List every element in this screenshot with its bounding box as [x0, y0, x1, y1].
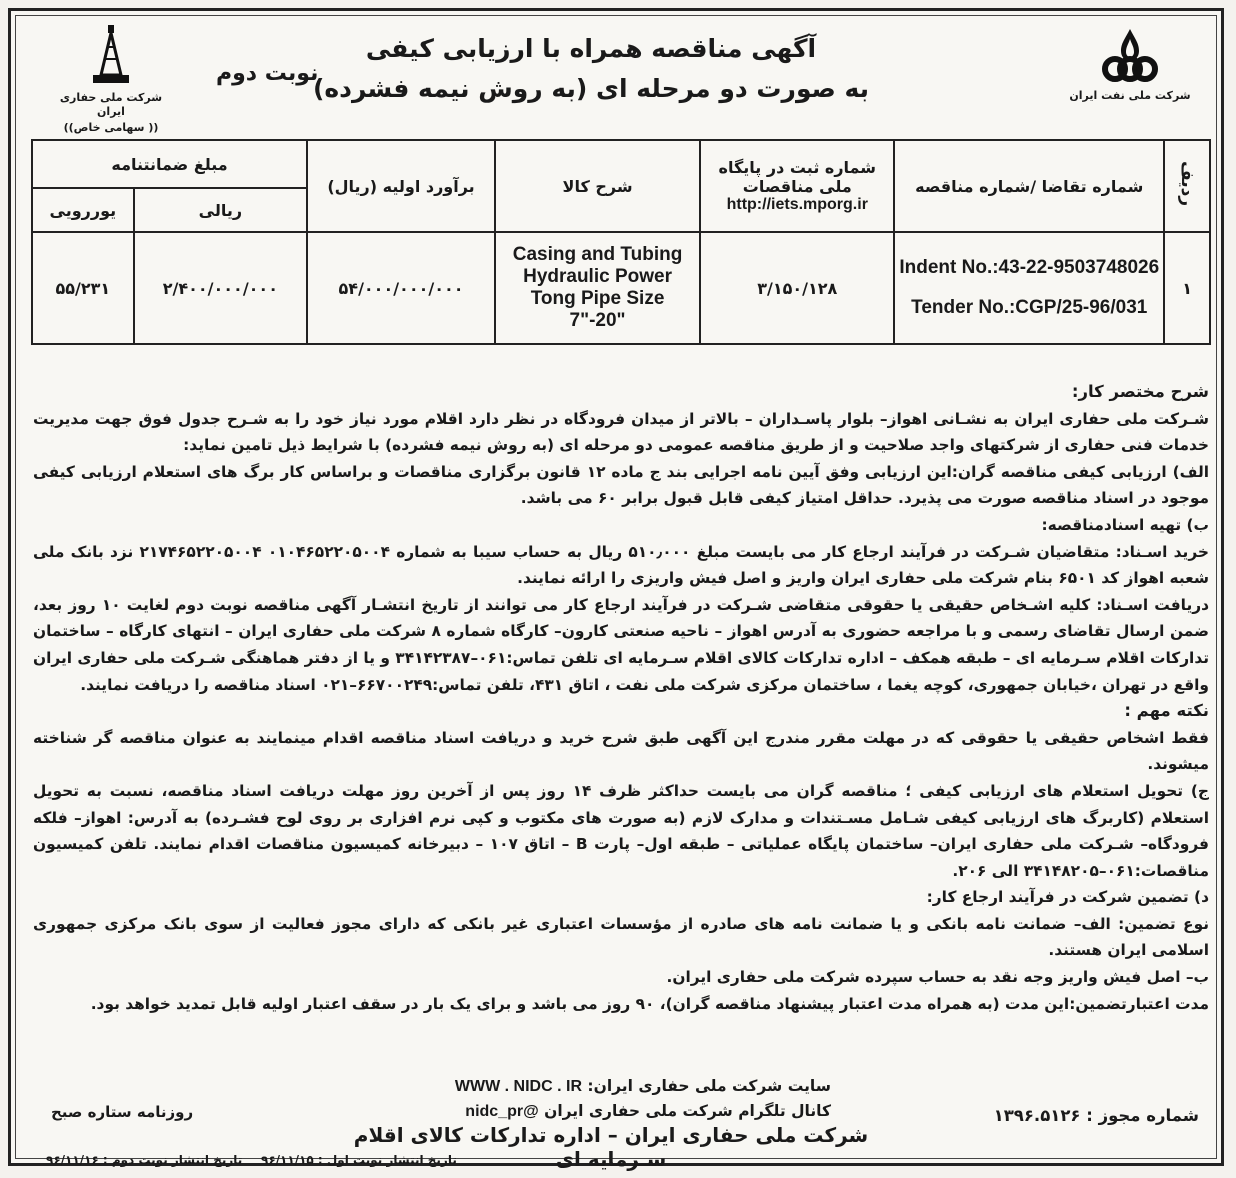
- drilling-rig-icon: [81, 23, 141, 85]
- nidc-caption-1: شرکت ملی حفاری ایران: [59, 91, 163, 118]
- note-title: نکته مهم :: [1124, 701, 1209, 721]
- cell-guarantee-euro: ۵۵/۲۳۱: [32, 232, 134, 344]
- title-line-2: به صورت دو مرحله ای (به روش نیمه فشرده): [312, 74, 870, 103]
- note-paragraph: فقط اشخاص حقیقی یا حقوقی که در مهلت مقرر مندرج این آگهی طبق شرح خرید و دریافت اسناد مناقصه اقدام مینمایند به عنوان مناقصه گر شناخته میشوند.: [33, 728, 1209, 774]
- cell-registry: ۳/۱۵۰/۱۲۸: [700, 232, 894, 344]
- col-registry-header: [700, 140, 894, 232]
- section-dal: د) تضمین شرکت در فرآیند ارجاع کار:: [926, 888, 1209, 907]
- website-label: سایت شرکت ملی حفاری ایران:: [587, 1077, 831, 1095]
- notice-footer: [11, 1071, 1227, 1169]
- round-label: نوبت دوم: [216, 61, 319, 86]
- summary-paragraph: شـرکت ملی حفاری ایران به نشـانی اهواز– بلوار پاسـداران – بالاتر از میدان فرودگاه در نظر دارد اقلام مورد نیاز خود را به شـرح جدول فوق جهت مدیریت خدمات فنی حفاری از شرکتهای واجد صلاحیت و از طریق مناقصه عمومی دو مرحله ای (به روش نیمه فشرده) با شرایط ذیل تامین نماید:: [33, 409, 1209, 455]
- col-indent-header: شماره تقاضا /شماره مناقصه: [894, 140, 1164, 232]
- first-publish-date: تاریخ انتشار نوبت اول : ۹۶/۱۱/۱۵: [261, 1153, 457, 1167]
- second-publish-date: تاریخ انتشار نوبت دوم : ۹۶/۱۱/۱۶: [46, 1153, 243, 1167]
- permit-number: شماره مجوز : ۱۳۹۶.۵۱۲۶: [993, 1106, 1199, 1125]
- issuing-department: شرکت ملی حفاری ایران – اداره تدارکات کالای اقلام سـرمایه ای: [353, 1123, 869, 1171]
- notice-header: [11, 11, 1227, 141]
- website-link[interactable]: WWW . NIDC . IR: [454, 1078, 582, 1095]
- col-estimate-header: برآورد اولیه (ریال): [307, 140, 495, 232]
- telegram-label: کانال تلگرام شرکت ملی حفاری ایران: [544, 1102, 831, 1120]
- registry-header-line-1: شماره ثبت در پایگاه: [718, 158, 877, 177]
- guarantee-b: ب– اصل فیش واریز وجه نقد به حساب سپرده شرکت ملی حفاری ایران.: [666, 968, 1209, 987]
- tender-table: [31, 139, 1211, 345]
- contact-info: [451, 1074, 831, 1124]
- cell-description: [495, 232, 700, 344]
- cell-guarantee-rial: ۲/۴۰۰/۰۰۰/۰۰۰: [134, 232, 307, 344]
- nioc-emblem-icon: [1085, 25, 1175, 87]
- website-line: [451, 1074, 831, 1099]
- nidc-caption-2: (( سهامی خاص)): [63, 120, 159, 134]
- nioc-logo: [1055, 25, 1205, 103]
- col-guarantee-header: مبلغ ضمانتنامه: [32, 140, 307, 188]
- description-line-1: Casing and Tubing: [512, 244, 683, 265]
- nidc-logo: [51, 23, 171, 134]
- telegram-handle[interactable]: @nidc_pr: [465, 1103, 539, 1120]
- notice-title: [311, 29, 871, 109]
- cell-estimate: ۵۴/۰۰۰/۰۰۰/۰۰۰: [307, 232, 495, 344]
- notice-body: [33, 379, 1209, 1017]
- section-alef: الف) ارزیابی کیفی مناقصه گران:این ارزیابی وفق آیین نامه اجرایی بند ج ماده ۱۲ قانون برگزاری مناقصات و براساس کار برگ های استعلام ارزیابی کیفی موجود در اسناد مناقصه صورت می پذیرد. حداقل امتیاز کیفی قابل قبول برابر ۶۰ می باشد.: [33, 462, 1209, 508]
- description-line-2: Hydraulic Power: [523, 266, 672, 287]
- section-be-title: ب) تهیه اسنادمناقصه:: [1041, 515, 1209, 534]
- registry-url: http://iets.mporg.ir: [726, 196, 868, 213]
- description-line-3: Tong Pipe Size: [530, 288, 665, 309]
- title-line-1: آگهی مناقصه همراه با ارزیابی کیفی: [365, 34, 817, 63]
- purchase-paragraph: خرید اسـناد: متقاضیان شـرکت در فرآیند ارجاع کار می بایست مبلغ ۵۱۰٫۰۰۰ ریال به حساب سیبا به شماره ۰۱۰۴۶۵۲۲۰۵۰۰۴ ۲۱۷۴۶۵۲۲۰۵۰۰۴ نزد بانک ملی شعبه اهواز کد ۶۵۰۱ بنام شرکت ملی حفاری ایران واریز و اصل فیش واریزی را ارائه نمایند.: [33, 542, 1209, 588]
- col-description-header: شرح کالا: [495, 140, 700, 232]
- cell-row-no: ۱: [1164, 232, 1210, 344]
- tender-notice: [8, 8, 1224, 1171]
- summary-title: شرح مختصر کار:: [1071, 382, 1209, 401]
- nioc-caption: شرکت ملی نفت ایران: [1069, 89, 1191, 102]
- col-row-no-header: ردیف: [1164, 140, 1210, 232]
- validity-paragraph: مدت اعتبارتضمین:این مدت (به همراه مدت اعتبار پیشنهاد مناقصه گران)، ۹۰ روز می باشد و برای یک بار در سقف اعتبار اولیه قابل تمدید خواهد بود.: [90, 994, 1209, 1013]
- newspaper-name: روزنامه ستاره صبح: [51, 1103, 194, 1121]
- table-row: [32, 232, 1210, 344]
- section-jim: ج) تحویل استعلام های ارزیابی کیفی ؛ مناقصه گران می بایست حداکثر ظرف ۱۴ روز پس از آخرین روز مهلت دریافت اسناد مناقصه، نسبت به تحویل استعلام (کاربرگ های ارزیابی کیفی شـامل مسـتندات و مدارک لازم (به صورت های مکتوب و کپی نرم افزاری بر روی لوح فشـرده) به آدرس: اهواز– فلکه فرودگاه– شـرکت ملی حفاری ایران– ساختمان پایگاه عملیاتی – طبقه اول– پارت B – اتاق ۱۰۷ – دبیرخانه کمیسیون مناقصات اقدام نمایند. تلفن کمیسیون مناقصات:۰۶۱–۳۴۱۴۸۲۰۵ الی ۲۰۶.: [33, 781, 1209, 880]
- description-line-4: 7"-20": [569, 310, 626, 331]
- telegram-line: [451, 1099, 831, 1124]
- guarantee-type: نوع تضمین: الف– ضمانت نامه بانکی و یا ضمانت نامه های صادره از مؤسسات اعتباری غیر بانکی که دارای مجوز فعالیت از سوی بانک مرکزی جمهوری اسلامی ایران هستند.: [33, 914, 1209, 960]
- col-guarantee-rial-header: ریالی: [134, 188, 307, 232]
- col-guarantee-euro-header: یوررویی: [32, 188, 134, 232]
- receive-paragraph: دریافت اسـناد: کلیه اشـخاص حقیقی یا حقوقی متقاضی شـرکت در فرآیند ارجاع کار می توانند از تاریخ انتشـار آگهی مناقصه نوبت دوم لغایت ۱۰ روز بعد، ضمن ارسال تقاضای رسمی و با مراجعه حضوری به آدرس اهواز – ناحیه صنعتی کارون– کارگاه شماره ۸ شرکت ملی حفاری ایران – انتهای کارگاه – ساختمان تدارکات اقلام سـرمایه ای – طبقه همکف – اداره تدارکات کالای اقلام سـرمایه ای تلفن تماس:۰۶۱–۳۴۱۴۲۳۸۷ و یا از دفتر هماهنگی شـرکت ملی حفاری ایران واقع در تهران ،خیابان جمهوری، کوچه یغما ، ساختمان مرکزی شرکت ملی نفت ، اتاق ۴۳۱، تلفن تماس:۶۶۷۰۰۲۴۹–۰۲۱ اسناد مناقصه را دریافت نمایند.: [33, 595, 1210, 694]
- cell-indent: [894, 232, 1164, 344]
- tender-number: Tender No.:CGP/25-96/031: [911, 297, 1148, 318]
- indent-number: Indent No.:43-22-9503748026: [899, 257, 1160, 278]
- registry-header-line-2: ملی مناقصات: [742, 177, 852, 196]
